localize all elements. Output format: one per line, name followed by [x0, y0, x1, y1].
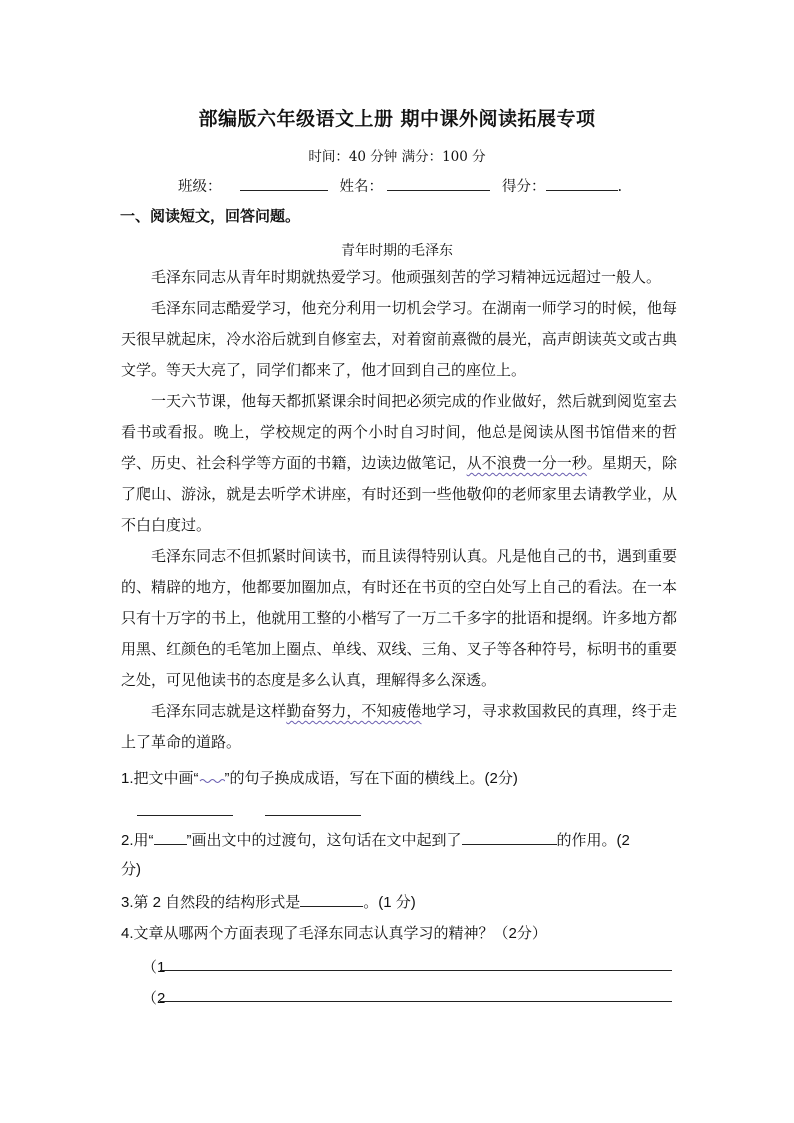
question-4: 4.文章从哪两个方面表现了毛泽东同志认真学习的精神？（2分） [121, 925, 547, 942]
name-blank[interactable] [387, 175, 490, 191]
answer-4-2-label: （2 [142, 990, 166, 1007]
score-label: 得分： [502, 179, 546, 195]
paragraph-3-text-b: 。星期天，除了爬山、游泳，就是去听学术讲座，有时还到一些他敬仰的老师家里去请教学业，从不白白度过。 [121, 454, 677, 534]
passage-paragraph-3 [121, 386, 677, 541]
paragraph-5-text-a: 毛泽东同志就是这样 [151, 702, 287, 720]
answer-4-1-label: （1 [142, 959, 166, 976]
answer-line-1b[interactable] [265, 815, 361, 816]
question-3-text-b: 。(1 分) [363, 894, 416, 911]
wavy-line-symbol [199, 774, 225, 784]
question-2-text-c: 的作用。(2 [556, 832, 630, 849]
question-3-blank[interactable] [300, 892, 363, 907]
class-blank[interactable] [240, 175, 328, 191]
question-2-blank[interactable] [462, 830, 557, 845]
question-2-text-b: ”画出文中的过渡句，这句话在文中起到了 [186, 832, 462, 849]
class-label: 班级： [178, 179, 222, 195]
straight-line-symbol [154, 830, 187, 845]
question-3 [121, 891, 416, 912]
exam-time-score: 时间：40 分钟 满分：100 分 [308, 149, 486, 165]
end-mark: . [617, 179, 623, 195]
student-info-row [178, 175, 622, 196]
passage [121, 262, 677, 758]
answer-line-4-1[interactable] [160, 970, 672, 971]
passage-paragraph-5 [121, 696, 677, 758]
passage-title: 青年时期的毛泽东 [341, 243, 453, 259]
paragraph-3-text-a: 一天六节课，他每天都抓紧课余时间把必须完成的作业做好，然后就到阅览室去看书或看报。晚上，学校规定的两个小时自习时间，他总是阅读从图书馆借来的哲学、历史、社会科学等方面的书籍，边读边做笔记， [121, 392, 677, 472]
question-1-text-a: 1.把文中画“ [121, 770, 199, 787]
question-3-text-a: 3.第 2 自然段的结构形式是 [121, 894, 301, 911]
name-label: 姓名： [339, 179, 383, 195]
passage-paragraph-1: 毛泽东同志从青年时期就热爱学习。他顽强刻苦的学习精神远远超过一般人。 [151, 268, 662, 286]
question-1 [121, 767, 518, 788]
passage-paragraph-2: 毛泽东同志酷爱学习，他充分利用一切机会学习。在湖南一师学习的时候，他每天很早就起床，冷水浴后就到自修室去，对着窗前熹微的晨光，高声朗读英文或古典文学。等天大亮了，同学们都来了，他才回到自己的座位上。 [121, 299, 677, 379]
question-2-continued: 分) [121, 861, 141, 878]
paragraph-5-text-b: 地学习，寻求救国救民的真理，终于走上了革命的道路。 [121, 702, 677, 751]
score-blank[interactable] [546, 175, 618, 191]
passage-paragraph-4: 毛泽东同志不但抓紧时间读书，而且读得特别认真。凡是他自己的书，遇到重要的、精辟的地方，他都要加圈加点，有时还在书页的空白处写上自己的看法。在一本只有十万字的书上，他就用工整的小楷写了一万二千多字的批语和提纲。许多地方都用黑、红颜色的毛笔加上圈点、单线、双线、三角、叉子等各种符号，标明书的重要之处，可见他读书的态度是多么认真，理解得多么深透。 [121, 547, 677, 689]
answer-line-1a[interactable] [137, 815, 233, 816]
question-1-text-b: ”的句子换成成语，写在下面的横线上。(2分) [224, 770, 518, 787]
question-2 [121, 829, 630, 850]
wavy-underlined-sentence-2: 勤奋努力，不知疲倦 [286, 702, 422, 720]
section-heading: 一、阅读短文，回答问题。 [120, 207, 301, 225]
wavy-underlined-sentence-1: 从不浪费一分一秒 [466, 454, 587, 472]
answer-line-4-2[interactable] [160, 1001, 672, 1002]
question-2-text-a: 2.用“ [121, 832, 154, 849]
page-title: 部编版六年级语文上册 期中课外阅读拓展专项 [198, 108, 596, 130]
